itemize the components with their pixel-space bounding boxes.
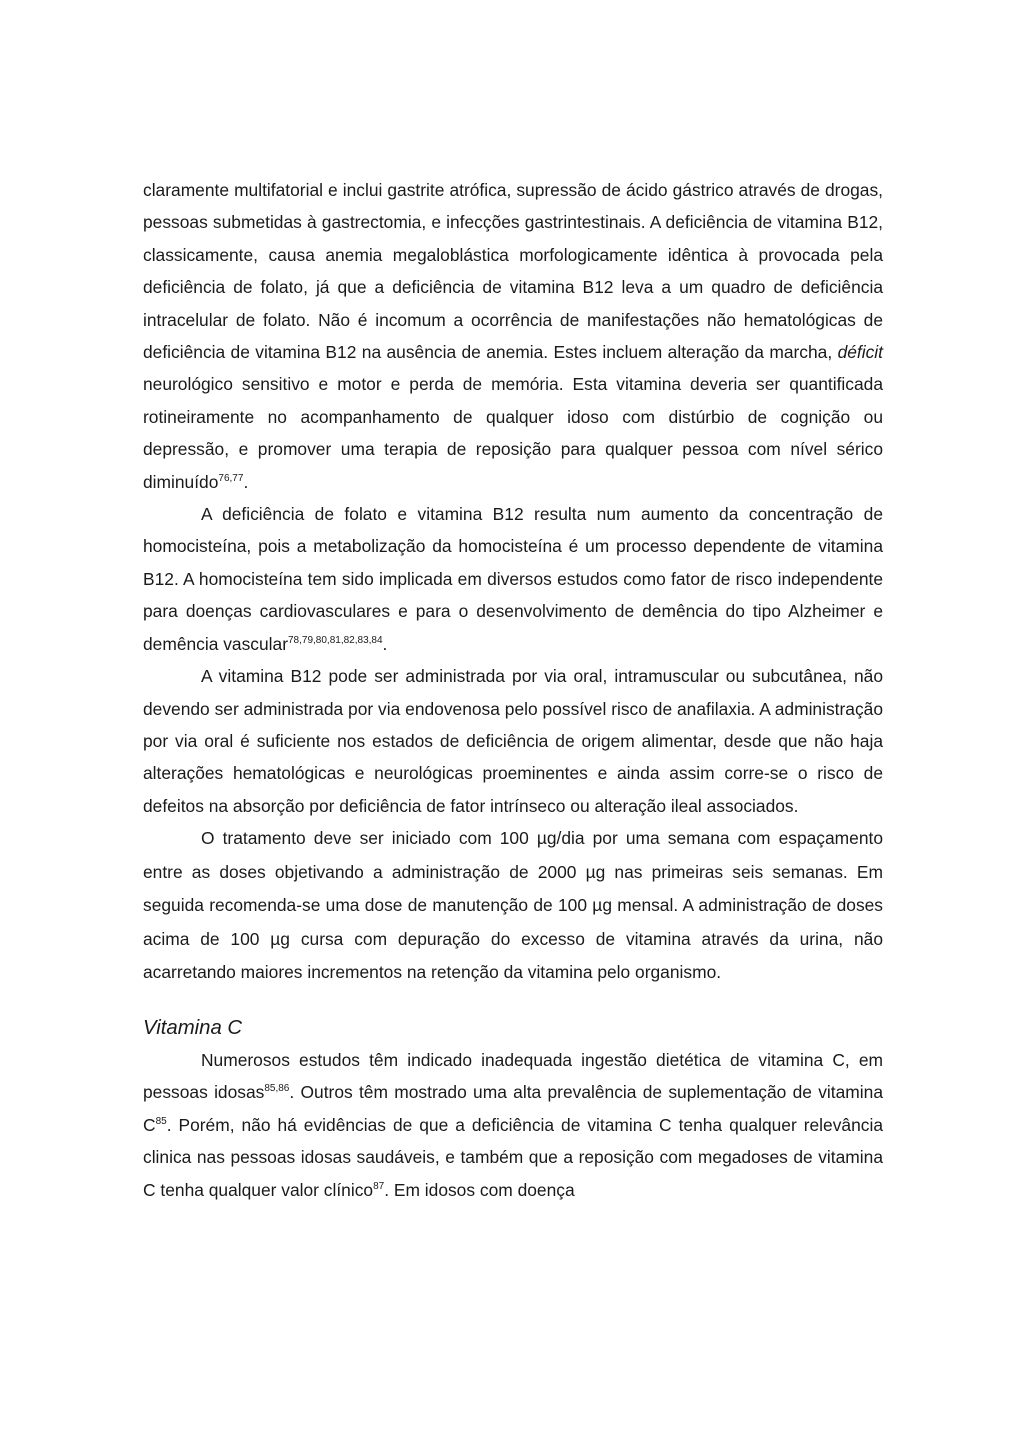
section-heading-vitamin-c: Vitamina C	[143, 1016, 243, 1039]
citation-superscript: 76,77	[218, 472, 244, 484]
text-run: . Em idosos com doença	[384, 1179, 575, 1200]
citation-superscript: 78,79,80,81,82,83,84	[288, 634, 383, 646]
text-run: claramente multifatorial e inclui gastrite atrófica, supressão de ácido gástrico através de drogas, pessoas submetidas à gastrectomia, e infecções gastrintestinais. A deficiência de vitamina B12, classicamente, causa anemia megaloblástica morfologicamente idêntica à provocada pela deficiência de folato, já que a deficiência de vitamina B12 leva a um quadro de deficiência intracelular de folato. Não é incomum a ocorrência de manifestações não hematológicas de deficiência de vitamina B12 na ausência de anemia. Estes incluem alteração da marcha,	[143, 180, 883, 363]
paragraph-treatment	[143, 822, 883, 990]
paragraph-administration-routes	[143, 660, 883, 822]
citation-superscript: 85,86	[264, 1083, 290, 1095]
text-run: .	[382, 633, 388, 654]
italic-term: déficit	[837, 342, 883, 363]
document-page	[143, 174, 883, 1206]
text-run: . Porém, não há evidências de que a deficiência de vitamina C tenha qualquer relevância clinica nas pessoas idosas saudáveis, e também que a reposição com megadoses de vitamina C tenha qualquer valor clínico	[143, 1114, 883, 1200]
paragraph-b12-deficiency	[143, 174, 883, 498]
citation-superscript: 85	[155, 1116, 167, 1128]
text-run: .	[243, 471, 249, 492]
text-run: neurológico sensitivo e motor e perda de memória. Esta vitamina deveria ser quantificada rotineiramente no acompanhamento de qualquer idoso com distúrbio de cognição ou depressão, e promover uma terapia de reposição para qualquer pessoa com nível sérico diminuído	[143, 374, 883, 492]
text-run: O tratamento deve ser iniciado com 100 µg/dia por uma semana com espaçamento entre as doses objetivando a administração de 2000 µg nas primeiras seis semanas. Em seguida recomenda-se uma dose de manutenção de 100 µg mensal. A administração de doses acima de 100 µg cursa com depuração do excesso de vitamina através da urina, não acarretando maiores incrementos na retenção da vitamina pelo organismo.	[143, 828, 883, 983]
paragraph-vitamin-c	[143, 1044, 883, 1206]
text-run: Numerosos estudos têm indicado inadequada ingestão dietética de vitamina C, em pessoas idosas	[143, 1050, 883, 1103]
paragraph-homocysteine	[143, 498, 883, 660]
text-run: A vitamina B12 pode ser administrada por via oral, intramuscular ou subcutânea, não devendo ser administrada por via endovenosa pelo possível risco de anafilaxia. A administração por via oral é suficiente nos estados de deficiência de origem alimentar, desde que não haja alterações hematológicas e neurológicas proeminentes e ainda assim corre-se o risco de defeitos na absorção por deficiência de fator intrínseco ou alteração ileal associados.	[143, 666, 883, 816]
citation-superscript: 87	[373, 1180, 385, 1192]
text-run: . Outros têm mostrado uma alta prevalência de suplementação de vitamina C	[143, 1082, 883, 1135]
text-run: A deficiência de folato e vitamina B12 resulta num aumento da concentração de homocisteína, pois a metabolização da homocisteína é um processo dependente de vitamina B12. A homocisteína tem sido implicada em diversos estudos como fator de risco independente para doenças cardiovasculares e para o desenvolvimento de demência do tipo Alzheimer e demência vascular	[143, 504, 883, 654]
